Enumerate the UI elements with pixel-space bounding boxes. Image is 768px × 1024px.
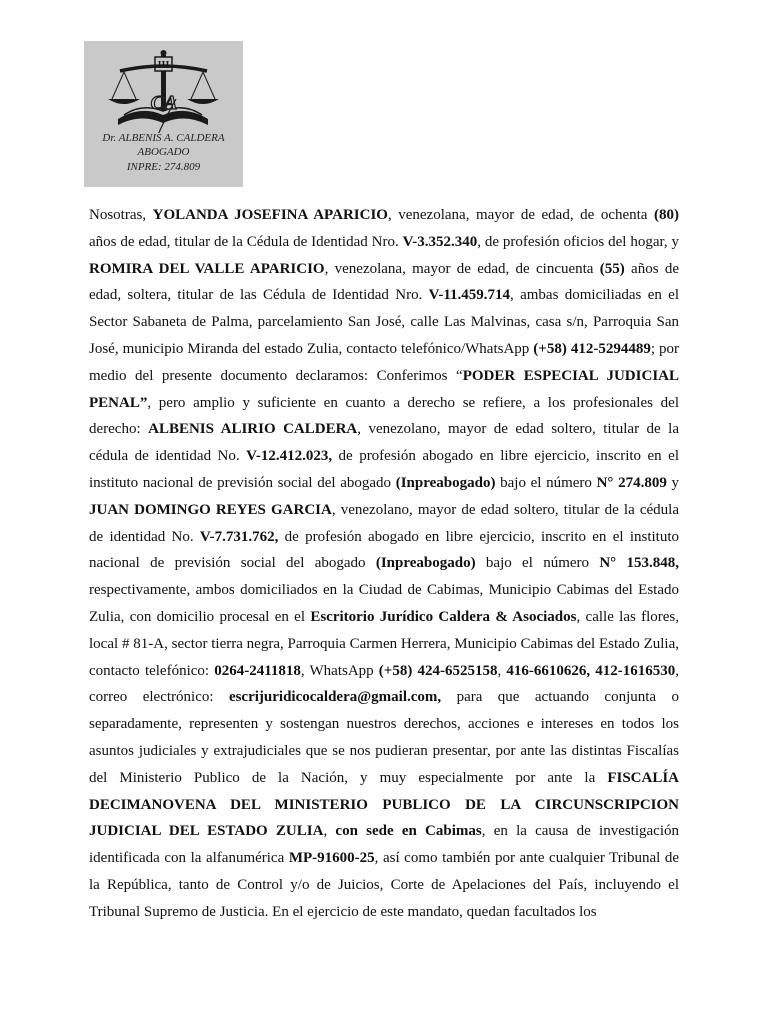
bold-text-run: N° 274.809 <box>596 474 667 491</box>
bold-text-run: V-7.731.762, <box>199 528 279 545</box>
bold-text-run: escrijuridicocaldera@gmail.com, <box>228 689 442 706</box>
text-run: y <box>666 474 679 491</box>
bold-text-run: (+58) 424-6525158 <box>378 662 498 679</box>
text-run: , venezolano, mayor de edad soltero, titular de la cédula de identidad No. <box>89 501 679 545</box>
logo-lawyer-name: Dr. ALBENIS A. CALDERA <box>102 132 225 144</box>
lawyer-logo <box>84 41 243 187</box>
text-run: de profesión abogado en libre ejercicio, inscrito en el instituto nacional de previsión social del abogado <box>89 448 679 491</box>
bold-text-run: 416-6610626, 412-1616530 <box>506 662 676 679</box>
text-run: , de profesión oficios del hogar, y <box>477 233 679 250</box>
bold-text-run: ALBENIS ALIRIO CALDERA <box>148 421 358 438</box>
bold-text-run: V-3.352.340 <box>402 233 478 250</box>
bold-text-run: YOLANDA JOSEFINA APARICIO <box>152 207 388 223</box>
text-run: , ambas domiciliadas en el Sector Sabaneta de Palma, parcelamiento San José, calle Las Malvinas, casa s/n, Parroquia San José, municipio Miranda del estado Zulia, contacto telefónico/WhatsApp <box>89 287 680 357</box>
bold-text-run: FISCALÍA DECIMANOVENA DEL MINISTERIO PUBLICO DE LA CIRCUNSCRIPCION JUDICIAL DEL ESTADO ZULIA <box>89 769 679 840</box>
text-run: bajo el número <box>495 474 597 491</box>
bold-text-run: 0264-2411818 <box>214 662 301 679</box>
bold-text-run: (Inpreabogado) <box>395 474 496 491</box>
text-run: Nosotras, <box>89 207 153 223</box>
text-run: , venezolana, mayor de edad, de cincuenta <box>324 260 600 277</box>
text-run: , calle las flores, local # 81-A, sector tierra negra, Parroquia Carmen Herrera, Municipio Cabimas del Estado Zulia, contacto telefónico: <box>89 608 680 679</box>
bold-text-run: ROMIRA DEL VALLE APARICIO <box>89 260 325 277</box>
text-run: , correo electrónico: <box>89 662 679 706</box>
bold-text-run: V-11.459.714 <box>428 287 511 304</box>
text-run: años de edad, titular de la Cédula de Identidad Nro. <box>89 233 403 250</box>
bold-text-run: (+58) 412-5294489 <box>533 340 651 357</box>
logo-monogram: CA <box>150 92 178 114</box>
text-run: respectivamente, ambos domiciliados en la Ciudad de Cabimas, Municipio Cabimas del Estado Zulia, con domicilio procesal en el <box>89 582 679 625</box>
text-run: , venezolana, mayor de edad, de ochenta <box>387 207 654 223</box>
bold-text-run: PODER ESPECIAL JUDICIAL PENAL” <box>89 367 679 411</box>
text-run: , en la causa de investigación identificada con la alfanumérica <box>89 823 680 867</box>
bold-text-run: N° 153.848, <box>599 555 679 572</box>
bold-text-run: (Inpreabogado) <box>375 555 476 572</box>
bold-text-run: V-12.412.023, <box>246 448 333 465</box>
logo-lawyer-title: ABOGADO <box>137 146 190 158</box>
scales-of-justice-icon <box>84 41 243 133</box>
bold-text-run: (55) <box>599 260 625 277</box>
bold-text-run: (80) <box>654 207 679 223</box>
bold-text-run: MP-91600-25 <box>288 850 375 867</box>
text-run: , WhatsApp <box>300 662 379 679</box>
bold-text-run: Escritorio Jurídico Caldera & Asociados <box>310 608 577 625</box>
text-run: de profesión abogado en libre ejercicio, inscrito en el instituto nacional de previsión social del abogado <box>89 528 679 572</box>
text-run: , así como también por ante cualquier Tribunal de la República, tanto de Control y/o de Juicios, Corte de Apelaciones del País, incluyendo el Tribunal Supremo de Justicia. En el ejercicio de este mandato, quedan facultados los <box>89 850 679 920</box>
document-paragraph <box>89 202 679 926</box>
text-run: , venezolano, mayor de edad soltero, titular de la cédula de identidad No. <box>89 421 679 465</box>
text-run: bajo el número <box>475 555 600 572</box>
text-run: ; por medio del presente documento declaramos: Conferimos “ <box>89 340 679 384</box>
logo-inpre-number: INPRE: 274.809 <box>126 161 201 173</box>
text-run: , <box>323 823 336 840</box>
text-run: para que actuando conjunta o separadamente, representen y sostengan nuestros derechos, acciones e intereses en todos los asuntos judiciales y extrajudiciales que se nos pudieran presentar, por ante las distintas Fiscalías del Ministerio Publico de la Nación, y muy especialmente por ante la <box>89 689 679 786</box>
text-run: , <box>497 662 507 679</box>
bold-text-run: JUAN DOMINGO REYES GARCIA <box>89 501 332 518</box>
bold-text-run: con sede en Cabimas <box>335 823 482 840</box>
logo-roman-numeral: III <box>157 60 170 71</box>
text-run: años de edad, soltera, titular de las Cédula de Identidad Nro. <box>89 260 680 304</box>
text-run: , pero amplio y suficiente en cuanto a derecho se refiere, a los profesionales del derecho: <box>89 394 679 438</box>
